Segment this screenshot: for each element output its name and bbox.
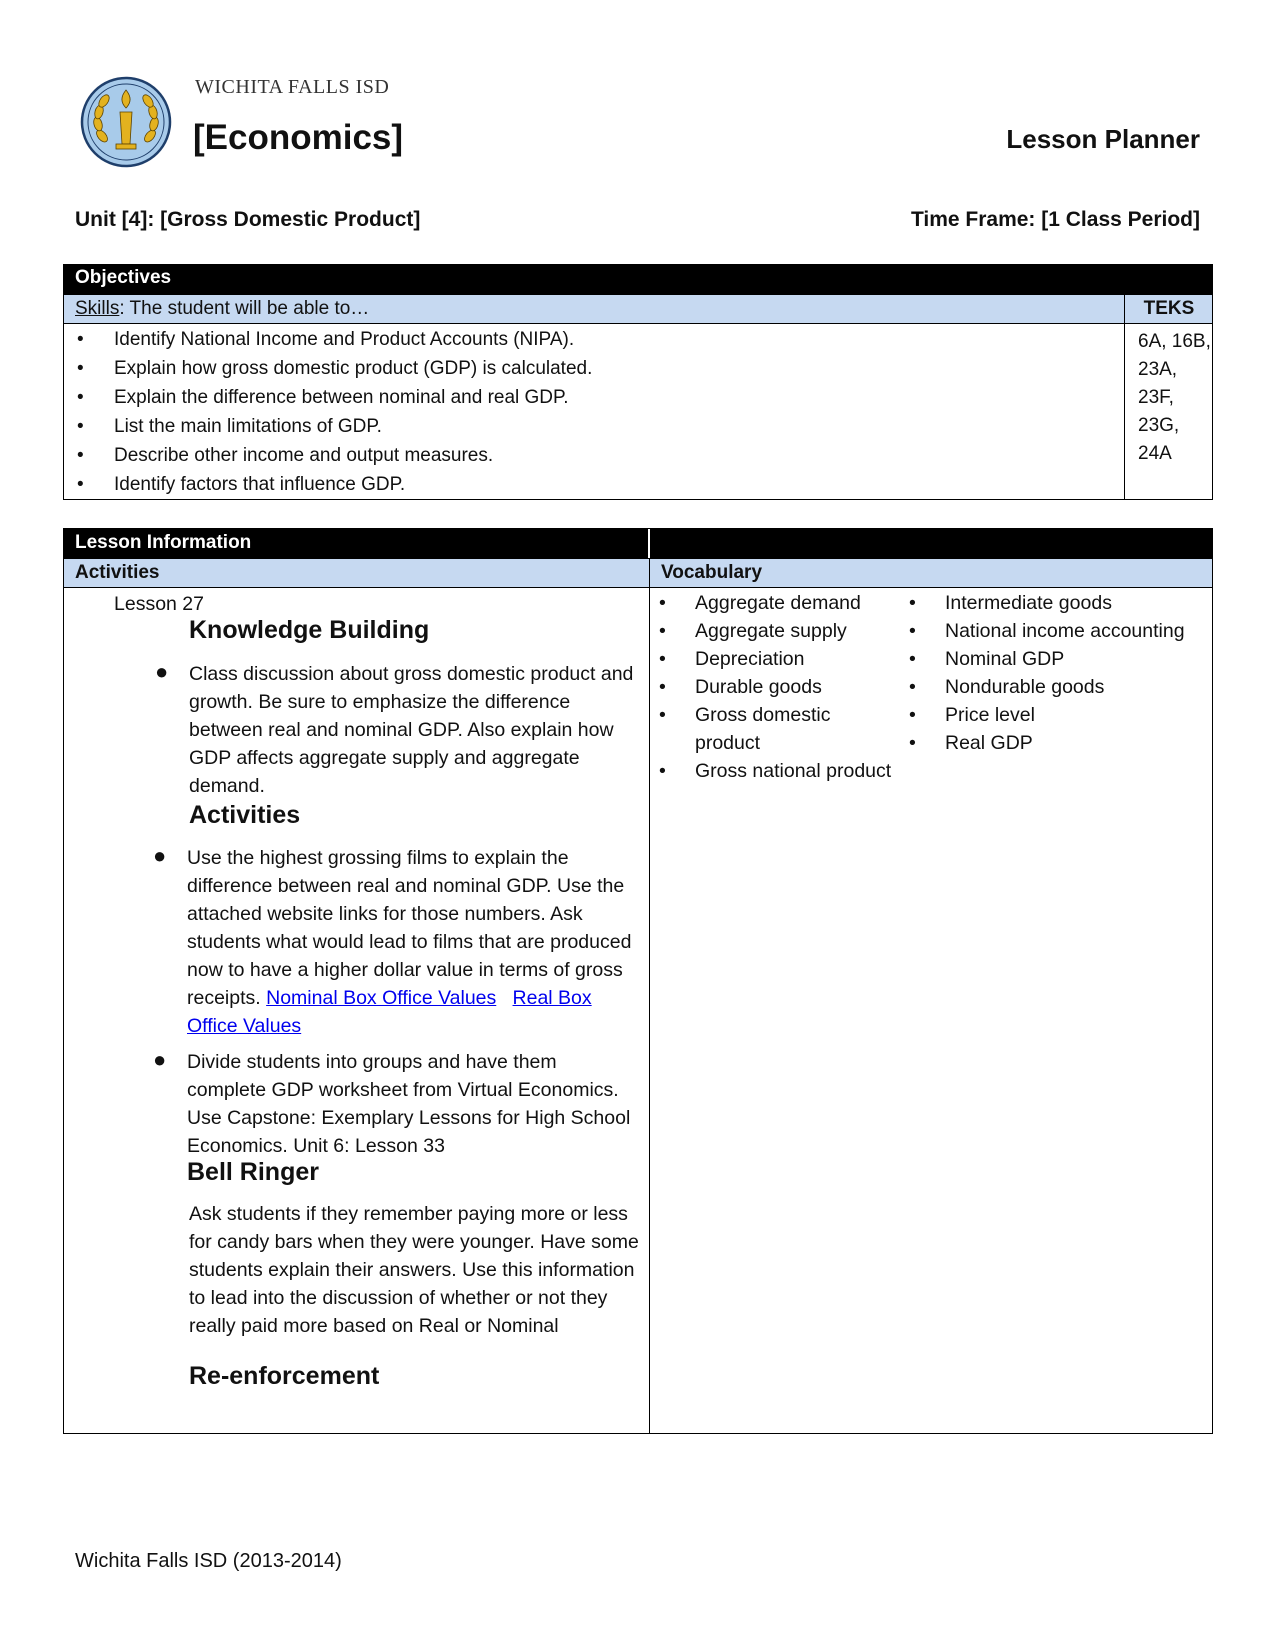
nominal-box-office-link[interactable]: Nominal Box Office Values [266, 987, 497, 1009]
vocabulary-list-left [659, 589, 899, 785]
teks-line: 6A, 16B, 23A, [1138, 331, 1211, 380]
real-box-office-link[interactable]: Real Box Office Values [187, 987, 592, 1037]
lesson-subheader [64, 558, 1212, 588]
bullet-icon: ● [155, 659, 169, 684]
skills-label-underlined: Skills [75, 298, 120, 319]
bell-ringer-text: Ask students if they remember paying more or less for candy bars when they were younger. Have some students explain their answers. Use this information to lead into the discussion of whether or not they really paid more based on Real or Nominal [189, 1203, 639, 1337]
course-title: [Economics] [193, 118, 404, 157]
unit-title: Unit [4]: [Gross Domestic Product] [75, 208, 421, 231]
activities-label: Activities [75, 562, 160, 583]
lesson-information-header [64, 529, 1212, 558]
lesson-information-heading: Lesson Information [75, 532, 252, 553]
teks-values [1138, 328, 1214, 468]
vocabulary-term: • Real GDP [909, 729, 1209, 757]
vocabulary-label: Vocabulary [661, 562, 763, 583]
vocabulary-term: • Nondurable goods [909, 673, 1209, 701]
activities-heading: Activities [189, 801, 301, 829]
teks-line: 23F, 23G, [1138, 387, 1180, 436]
objectives-heading: Objectives [64, 265, 1212, 294]
skill-item: • List the main limitations of GDP. [64, 412, 1124, 441]
vocabulary-term: • Depreciation [659, 645, 899, 673]
column-divider [649, 558, 650, 1434]
vocabulary-term: • Nominal GDP [909, 645, 1209, 673]
vocabulary-term: • Gross national product [659, 757, 899, 785]
header-divider [648, 529, 650, 558]
skill-item: • Explain how gross domestic product (GDP) is calculated. [64, 354, 1124, 383]
skill-item: • Explain the difference between nominal and real GDP. [64, 383, 1124, 412]
vocabulary-term: • Intermediate goods [909, 589, 1209, 617]
bullet-icon: ● [153, 843, 167, 868]
teks-label: TEKS [1143, 298, 1195, 319]
district-seal-logo [80, 76, 172, 168]
activity-item [153, 1047, 637, 1160]
page-footer: Wichita Falls ISD (2013-2014) [75, 1550, 342, 1572]
skills-label [75, 298, 369, 320]
time-frame: Time Frame: [1 Class Period] [910, 208, 1200, 231]
vocabulary-term: • Price level [909, 701, 1209, 729]
knowledge-building-text: Class discussion about gross domestic product and growth. Be sure to emphasize the difference between real and nominal GDP. Also explain how GDP affects aggregate supply and aggregate demand. [189, 663, 634, 797]
vocabulary-list-right [909, 589, 1209, 757]
skill-item: • Identify factors that influence GDP. [64, 470, 1124, 499]
column-divider [1124, 294, 1125, 500]
vocabulary-term: • Aggregate supply [659, 617, 899, 645]
district-name: WICHITA FALLS ISD [195, 76, 390, 98]
activity-text: Use the highest grossing films to explain the difference between real and nominal GDP. Use the attached website links for those numbers. Ask students what would lead to films that are produced now to have a higher dollar value in terms of gross receipts. [187, 847, 632, 1009]
bell-ringer-heading: Bell Ringer [187, 1158, 319, 1186]
lesson-number: Lesson 27 [114, 593, 204, 615]
bullet-icon: ● [153, 1047, 167, 1072]
vocabulary-term: • Gross domestic product [659, 701, 899, 757]
lesson-information-table [63, 528, 1213, 1434]
skill-item: • Describe other income and output measures. [64, 441, 1124, 470]
skills-list [64, 325, 1124, 499]
skills-label-rest: : The student will be able to… [119, 298, 370, 319]
teks-line: 24A [1138, 443, 1172, 464]
reinforcement-heading: Re-enforcement [189, 1362, 380, 1390]
vocabulary-term: • Aggregate demand [659, 589, 899, 617]
objectives-table [63, 264, 1213, 500]
document-type-title: Lesson Planner [1006, 124, 1200, 154]
vocabulary-term: • Durable goods [659, 673, 899, 701]
activity-text: Divide students into groups and have them complete GDP worksheet from Virtual Economics. Use Capstone: Exemplary Lessons for High School Economics. Unit 6: Lesson 33 [187, 1051, 631, 1157]
vocabulary-term: • National income accounting [909, 617, 1209, 645]
knowledge-building-heading: Knowledge Building [189, 616, 430, 644]
activity-item [153, 843, 637, 1040]
skill-item: • Identify National Income and Product Accounts (NIPA). [64, 325, 1124, 354]
knowledge-building-item [155, 659, 639, 800]
objectives-subheader [64, 294, 1212, 324]
